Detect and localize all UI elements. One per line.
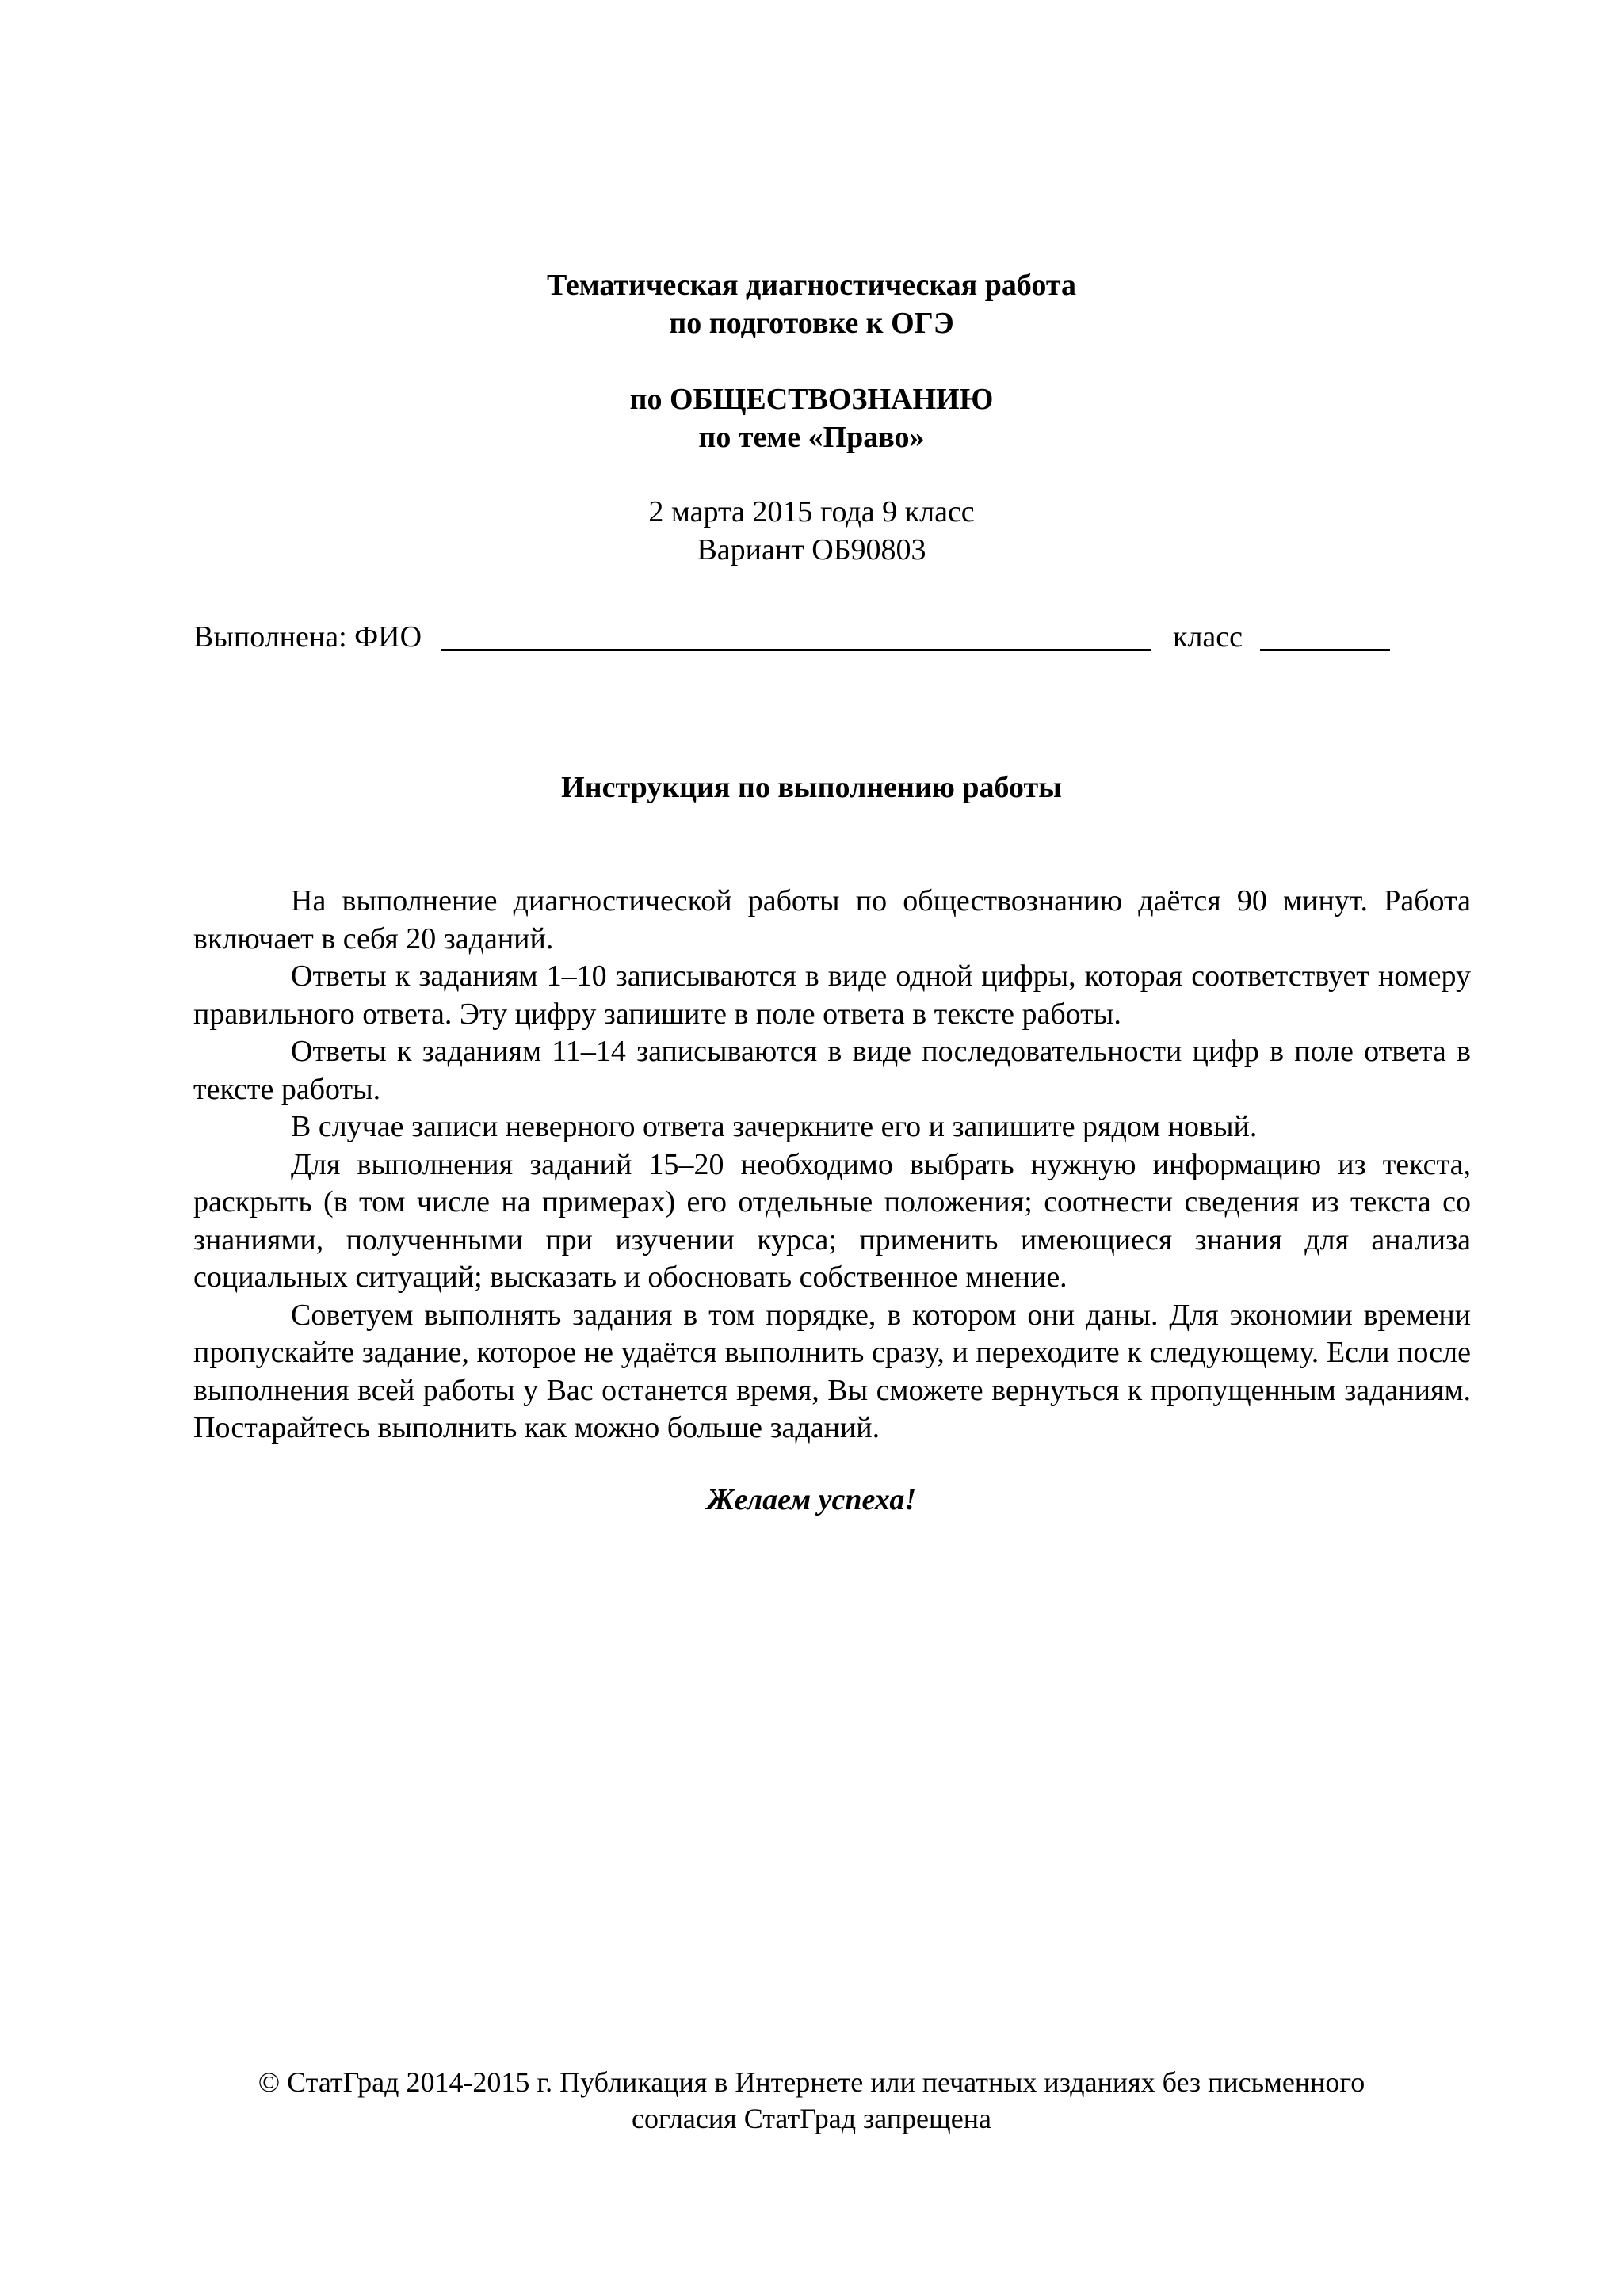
wish-block (0, 1481, 1623, 1519)
class-input-line[interactable] (1260, 649, 1390, 651)
title-block (0, 266, 1623, 342)
instruction-heading-block (0, 769, 1623, 807)
subject-line-1: по ОБЩЕСТВОЗНАНИЮ (629, 383, 994, 416)
instruction-paragraph: Для выполнения заданий 15–20 необходимо выбрать нужную информацию из текста, раскрыть (в том числе на примерах) его отдельные положения; соотнести сведения из текста со знаниями, полученными при изучении курса; применить имеющиеся знания для анализа социальных ситуаций; высказать и обосновать собственное мнение. (193, 1147, 1471, 1294)
instruction-paragraph: Ответы к заданиям 11–14 записываются в виде последовательности цифр в поле ответа в тексте работы. (193, 1035, 1471, 1106)
instruction-paragraph: На выполнение диагностической работы по обществознанию даётся 90 минут. Работа включает в себя 20 заданий. (193, 884, 1471, 955)
footer (0, 2064, 1623, 2137)
name-input-line[interactable] (441, 649, 1151, 651)
subject-block (0, 380, 1623, 456)
instruction-paragraph: Советуем выполнять задания в том порядке, в котором они даны. Для экономии времени пропускайте задание, которое не удаётся выполнить сразу, и переходите к следующему. Если после выполнения всей работы у Вас останется время, Вы сможете вернуться к пропущенным заданиям. Постарайтесь выполнить как можно больше заданий. (193, 1298, 1471, 1444)
instructions-body (193, 883, 1471, 1447)
date-block (0, 493, 1623, 569)
instruction-paragraph: В случае записи неверного ответа зачеркните его и запишите рядом новый. (291, 1110, 1258, 1143)
instruction-paragraph: Ответы к заданиям 1–10 записываются в виде одной цифры, которая соответствует номеру правильного ответа. Эту цифру запишите в поле ответа в тексте работы. (193, 959, 1471, 1031)
wish-text: Желаем успеха! (706, 1483, 917, 1516)
class-label: класс (1173, 620, 1243, 654)
instruction-heading: Инструкция по выполнению работы (561, 771, 1062, 804)
footer-line-2: согласия СтатГрад запрещена (632, 2103, 991, 2134)
completed-by-label: Выполнена: ФИО (193, 620, 422, 654)
footer-line-1: © СтатГрад 2014-2015 г. Публикация в Интернете или печатных изданиях без письменного (258, 2066, 1365, 2098)
variant-line: Вариант ОБ90803 (697, 533, 926, 566)
title-line-2: по подготовке к ОГЭ (669, 307, 954, 340)
subject-line-2: по теме «Право» (698, 421, 925, 454)
date-line: 2 марта 2015 года 9 класс (648, 495, 975, 528)
title-line-1: Тематическая диагностическая работа (547, 269, 1076, 302)
